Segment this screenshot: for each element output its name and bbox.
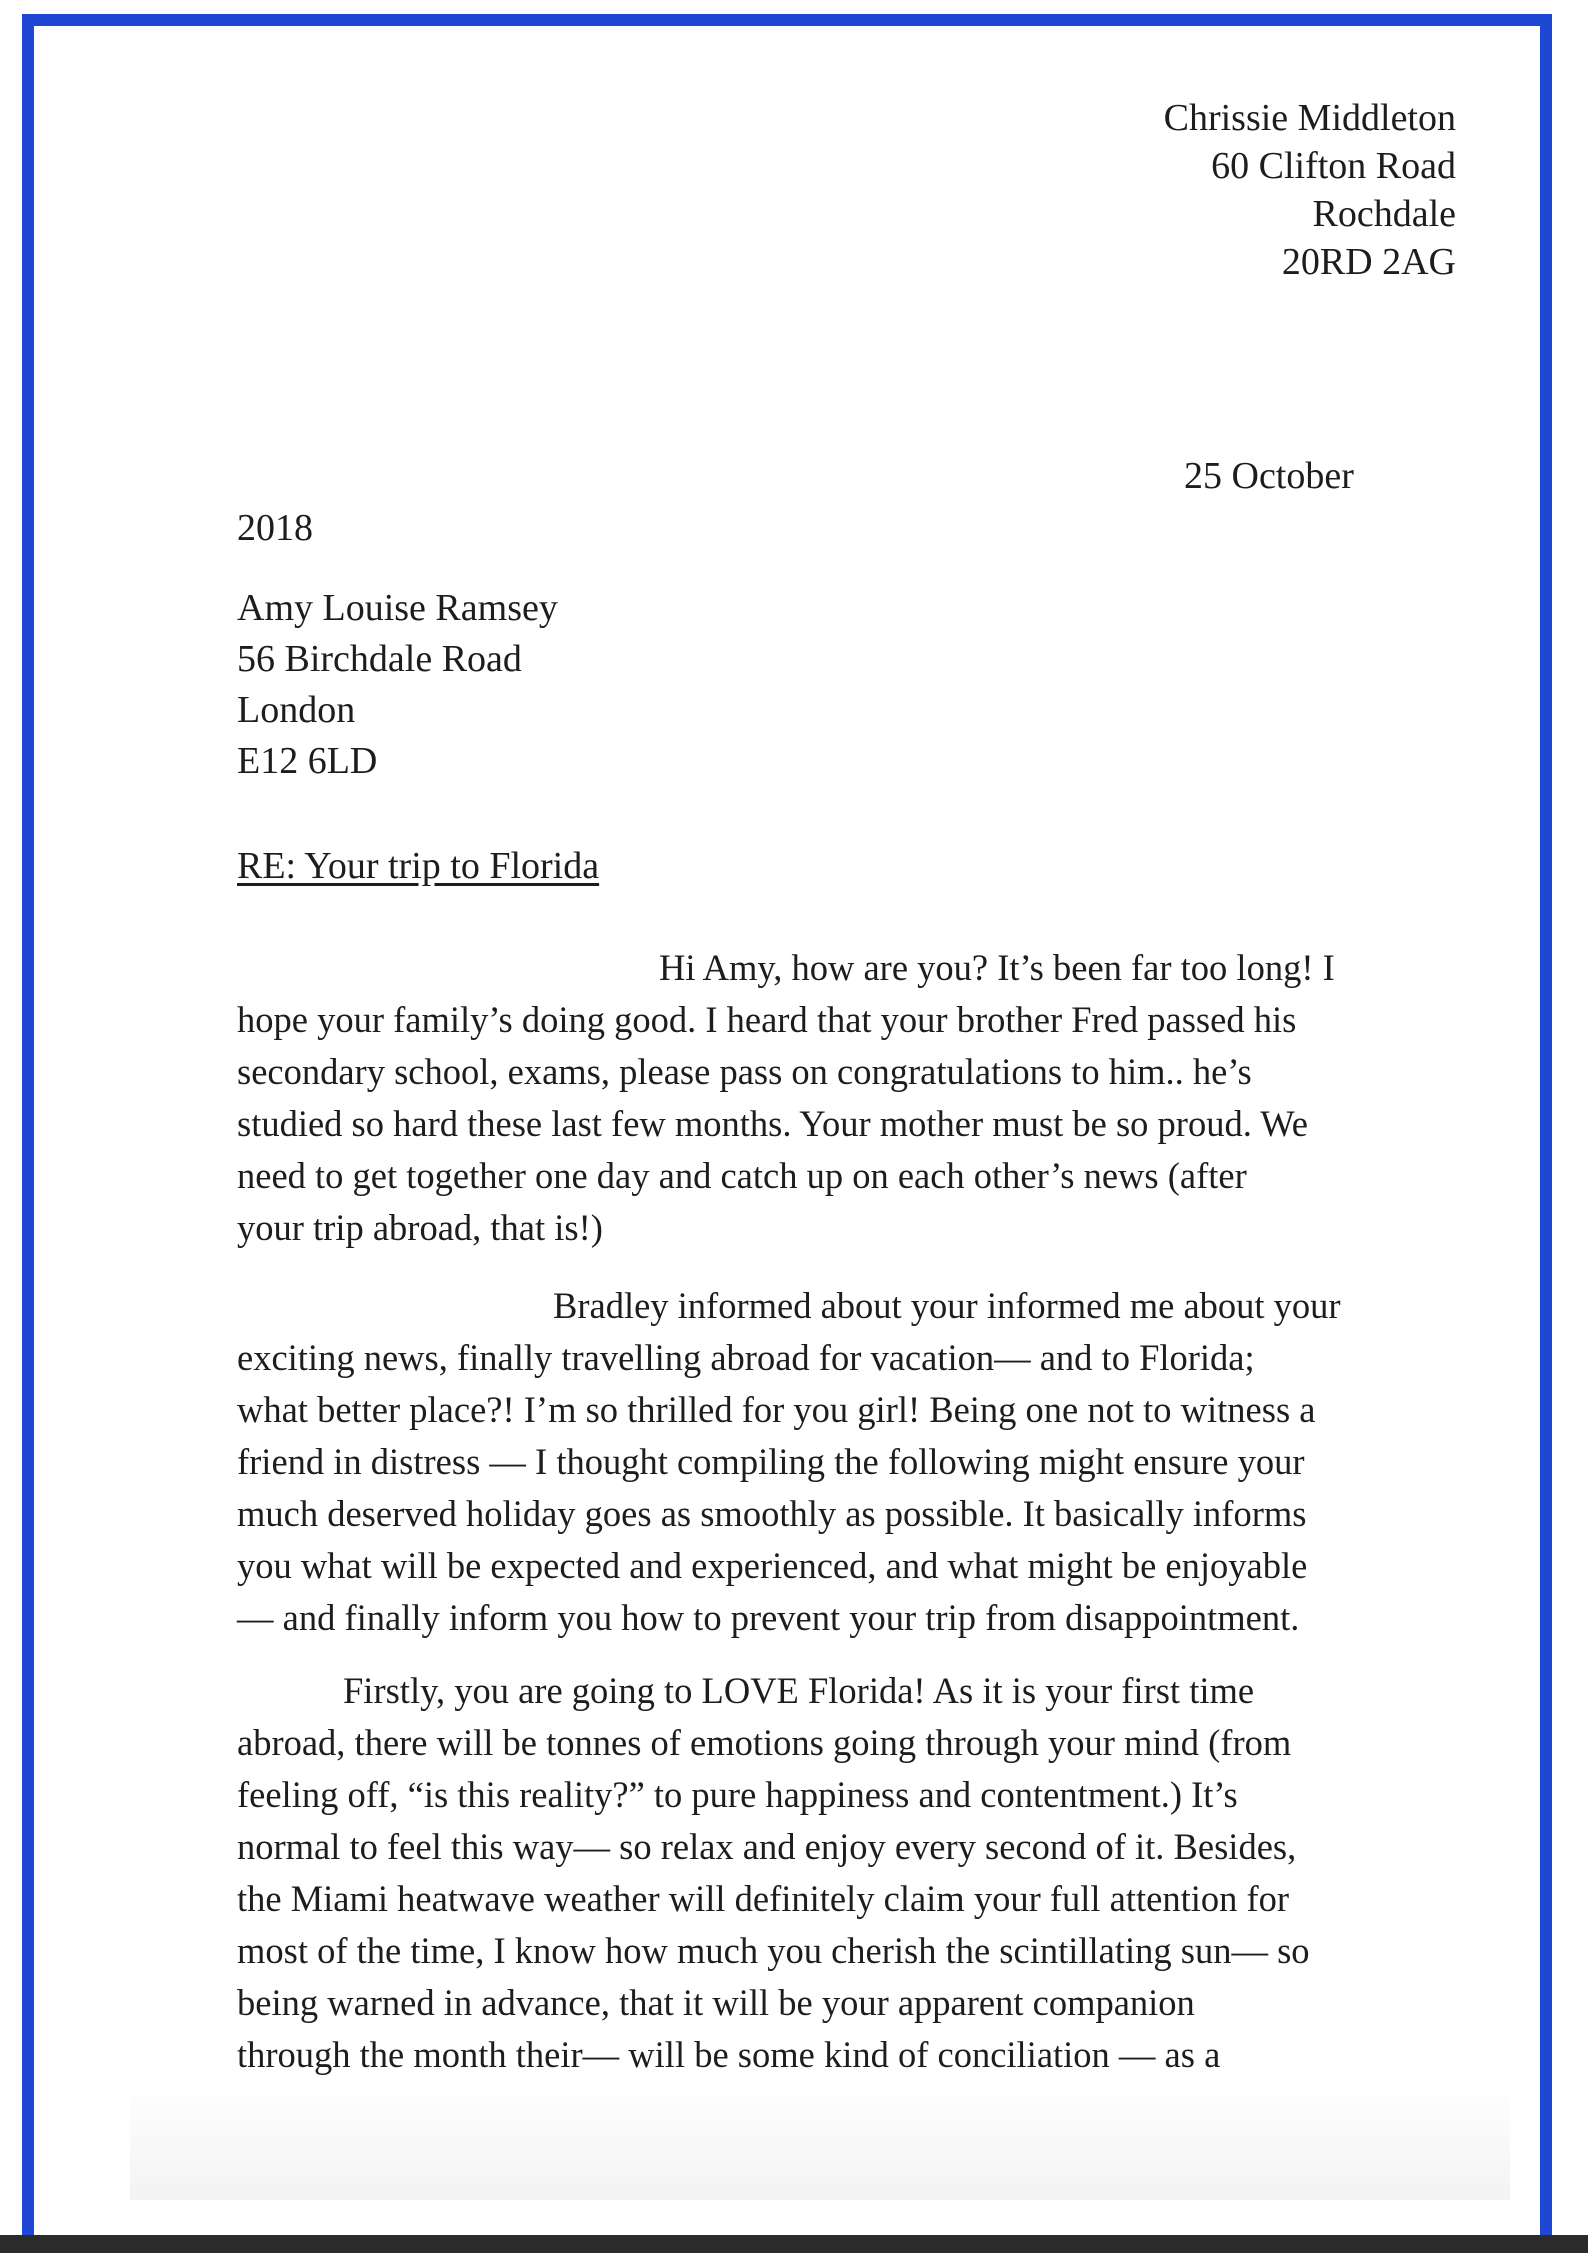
bottom-edge-bar <box>0 2235 1588 2253</box>
paragraph-line: — and finally inform you how to prevent your trip from disappointment. <box>237 1597 1300 1638</box>
paragraph-greeting <box>237 942 1447 1254</box>
letter-date-year: 2018 <box>237 507 313 549</box>
paragraph-line: most of the time, I know how much you cherish the scintillating sun— so <box>237 1930 1310 1971</box>
recipient-city: London <box>237 689 356 731</box>
paragraph-line: studied so hard these last few months. Your mother must be so proud. We <box>237 1103 1309 1144</box>
recipient-postcode: E12 6LD <box>237 740 378 782</box>
paragraph-line: your trip abroad, that is!) <box>237 1207 603 1248</box>
paragraph-line: what better place?! I’m so thrilled for you girl! Being one not to witness a <box>237 1389 1316 1430</box>
paragraph-line: friend in distress — I thought compiling the following might ensure your <box>237 1441 1305 1482</box>
paragraph-line: need to get together one day and catch up on each other’s news (after <box>237 1155 1247 1196</box>
sender-street: 60 Clifton Road <box>1211 145 1456 187</box>
sender-address <box>1164 94 1456 286</box>
paragraph-florida <box>237 1665 1447 2081</box>
paragraph-line: exciting news, finally travelling abroad for vacation— and to Florida; <box>237 1337 1255 1378</box>
recipient-street: 56 Birchdale Road <box>237 638 522 680</box>
paragraph-line: normal to feel this way— so relax and enjoy every second of it. Besides, <box>237 1826 1297 1867</box>
paragraph-line: being warned in advance, that it will be your apparent companion <box>237 1982 1195 2023</box>
paragraph-news <box>237 1280 1447 1644</box>
paragraph-line: the Miami heatwave weather will definitely claim your full attention for <box>237 1878 1290 1919</box>
recipient-address <box>237 583 558 787</box>
paragraph-line: Hi Amy, how are you? It’s been far too long! I <box>659 947 1335 988</box>
paragraph-line: feeling off, “is this reality?” to pure happiness and contentment.) It’s <box>237 1774 1238 1815</box>
paragraph-line: you what will be expected and experienced, and what might be enjoyable <box>237 1545 1308 1586</box>
sender-name: Chrissie Middleton <box>1163 97 1456 139</box>
paragraph-line: much deserved holiday goes as smoothly as possible. It basically informs <box>237 1493 1307 1534</box>
paragraph-line: Firstly, you are going to LOVE Florida! As it is your first time <box>343 1670 1255 1711</box>
sender-town: Rochdale <box>1312 193 1456 235</box>
paragraph-line: hope your family’s doing good. I heard that your brother Fred passed his <box>237 999 1297 1040</box>
paragraph-line: abroad, there will be tonnes of emotions going through your mind (from <box>237 1722 1292 1763</box>
page-fade <box>130 2080 1510 2200</box>
letter-date-day-month: 25 October <box>1184 455 1354 497</box>
recipient-name: Amy Louise Ramsey <box>237 587 558 629</box>
paragraph-line: through the month their— will be some kind of conciliation — as a <box>237 2034 1221 2075</box>
letter-subject: RE: Your trip to Florida <box>237 845 600 887</box>
paragraph-line: secondary school, exams, please pass on congratulations to him.. he’s <box>237 1051 1252 1092</box>
paragraph-line: Bradley informed about your informed me about your <box>553 1285 1341 1326</box>
sender-postcode: 20RD 2AG <box>1281 241 1456 283</box>
